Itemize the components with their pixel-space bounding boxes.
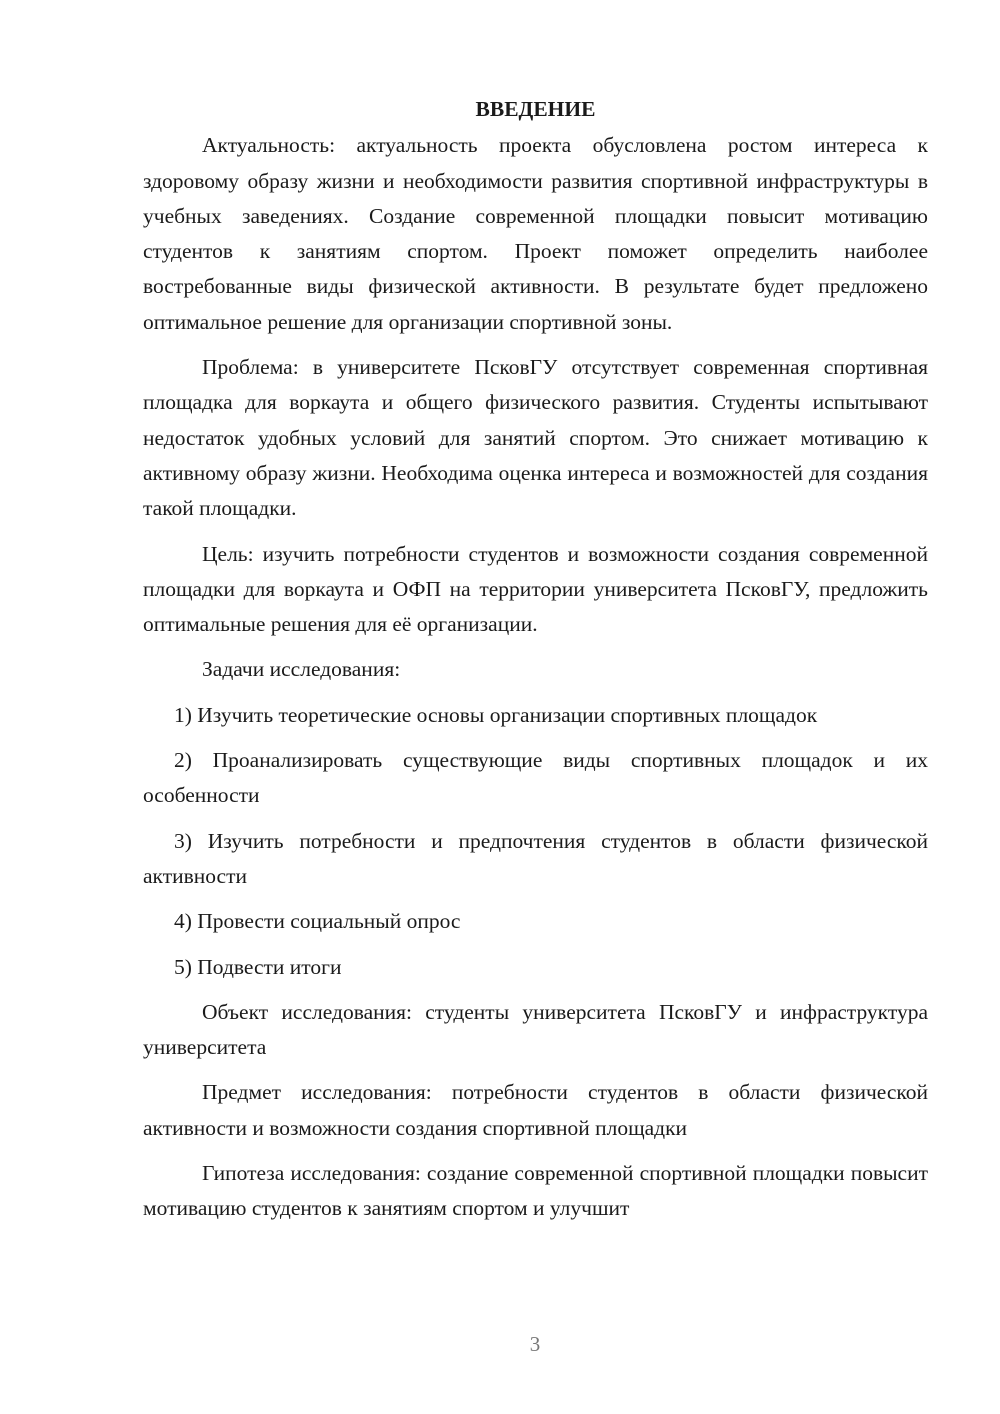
document-page	[143, 92, 928, 1237]
paragraph-hypothesis: Гипотеза исследования: создание современной спортивной площадки повысит мотивацию студентов к занятиям спортом и улучшит	[143, 1161, 928, 1221]
paragraph-relevance: Актуальность: актуальность проекта обусловлена ростом интереса к здоровому образу жизни и необходимости развития спортивной инфраструктуры в учебных заведениях. Создание современной площадки повысит мотивацию студентов к занятиям спортом. Проект поможет определить наиболее востребованные виды физической активности. В результате будет предложено оптимальное решение для организации спортивной зоны.	[143, 133, 928, 334]
task-item-5: 5) Подвести итоги	[174, 954, 342, 979]
task-item-4: 4) Провести социальный опрос	[174, 909, 461, 934]
paragraph-tasks-intro: Задачи исследования:	[202, 657, 401, 682]
task-item-1: 1) Изучить теоретические основы организации спортивных площадок	[174, 702, 818, 727]
task-item-3: 3) Изучить потребности и предпочтения студентов в области физической активности	[143, 828, 928, 888]
paragraph-goal: Цель: изучить потребности студентов и возможности создания современной площадки для воркаута и ОФП на территории университета ПсковГУ, предложить оптимальные решения для её организации.	[143, 541, 928, 637]
section-heading: ВВЕДЕНИЕ	[475, 97, 596, 121]
task-item-2: 2) Проанализировать существующие виды спортивных площадок и их особенности	[143, 748, 928, 808]
paragraph-problem: Проблема: в университете ПсковГУ отсутствует современная спортивная площадка для воркаута и общего физического развития. Студенты испытывают недостаток удобных условий для занятий спортом. Это снижает мотивацию к активному образу жизни. Необходима оценка интереса и возможностей для создания такой площадки.	[143, 355, 928, 521]
paragraph-object: Объект исследования: студенты университета ПсковГУ и инфраструктура университета	[143, 999, 928, 1060]
page-number: 3	[529, 1332, 541, 1356]
paragraph-subject: Предмет исследования: потребности студентов в области физической активности и возможности создания спортивной площадки	[143, 1080, 928, 1140]
